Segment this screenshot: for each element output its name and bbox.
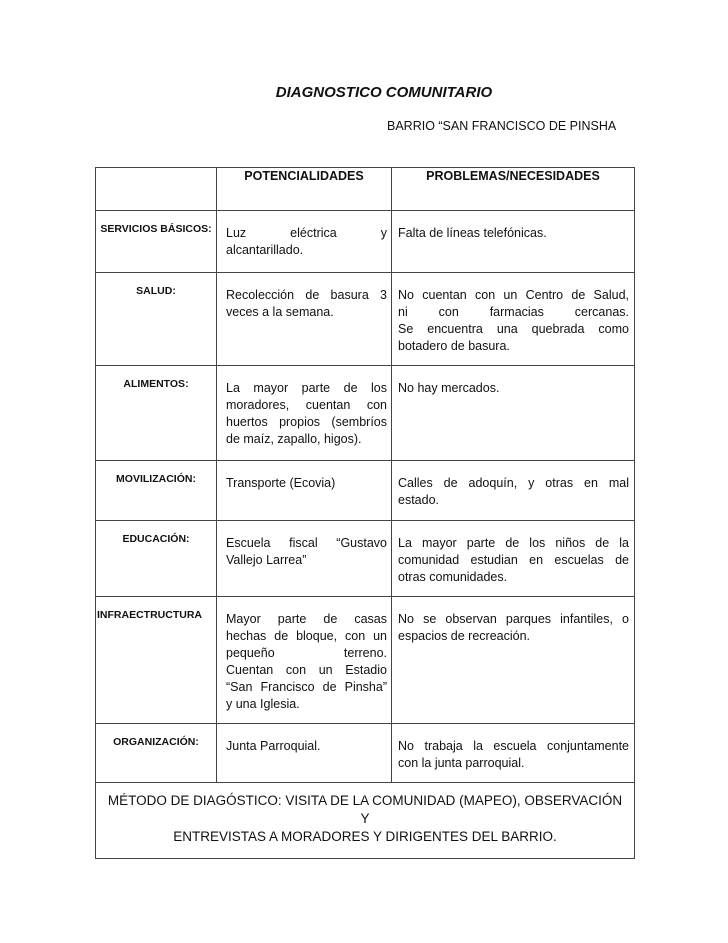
cell-text-line: espacios de recreación. xyxy=(398,629,531,643)
header-cell-empty xyxy=(96,168,217,211)
cell-text-line: botadero de basura. xyxy=(398,339,510,353)
header-cell-potencialidades: POTENCIALIDADES xyxy=(217,168,392,211)
cell-text-line: Transporte (Ecovia) xyxy=(226,476,336,490)
cell-text-line: Mayor parte de casas xyxy=(226,612,387,626)
problema-cell xyxy=(392,597,635,724)
cell-text-line: alcantarillado. xyxy=(226,243,304,257)
problema-cell xyxy=(392,461,635,521)
page-title: DIAGNOSTICO COMUNITARIO xyxy=(275,84,493,101)
cell-text-line: Escuela fiscal “Gustavo xyxy=(226,536,387,550)
table-row xyxy=(96,366,635,461)
cell-text-line: Junta Parroquial. xyxy=(226,739,321,753)
problema-cell xyxy=(392,521,635,597)
method-footer xyxy=(96,783,635,859)
cell-text-line: No trabaja la escuela conjuntamente xyxy=(398,739,629,753)
cell-text-line: otras comunidades. xyxy=(398,570,508,584)
table-row xyxy=(96,521,635,597)
method-footer-line: ENTREVISTAS A MORADORES Y DIRIGENTES DEL BARRIO. xyxy=(173,829,557,845)
method-footer-line: MÉTODO DE DIAGÓSTICO: VISITA DE LA COMUNIDAD (MAPEO), OBSERVACIÓN Y xyxy=(107,793,623,827)
row-category: INFRAECTRUCTURA xyxy=(96,597,217,724)
cell-text-line: con la junta parroquial. xyxy=(398,756,525,770)
table-row xyxy=(96,273,635,366)
problema-cell xyxy=(392,273,635,366)
problema-cell xyxy=(392,724,635,783)
row-category: EDUCACIÓN: xyxy=(96,521,217,597)
cell-text-line: huertos propios (sembríos xyxy=(226,415,387,429)
table-row xyxy=(96,597,635,724)
cell-text-line: No hay mercados. xyxy=(398,381,500,395)
potencialidad-cell xyxy=(217,597,392,724)
potencialidad-cell xyxy=(217,461,392,521)
cell-text-line: Falta de líneas telefónicas. xyxy=(398,226,547,240)
cell-text-line: ni con farmacias cercanas. xyxy=(398,305,629,319)
header-cell-problemas: PROBLEMAS/NECESIDADES xyxy=(392,168,635,211)
row-category: SALUD: xyxy=(96,273,217,366)
potencialidad-cell xyxy=(217,724,392,783)
cell-text-line: comunidad estudian en escuelas de xyxy=(398,553,629,567)
table-row xyxy=(96,724,635,783)
cell-text-line: La mayor parte de los xyxy=(226,381,387,395)
cell-text-line: hechas de bloque, con un xyxy=(226,629,387,643)
cell-text-line: No cuentan con un Centro de Salud, xyxy=(398,288,629,302)
cell-text-line: de maíz, zapallo, higos). xyxy=(226,432,362,446)
problema-cell xyxy=(392,366,635,461)
potencialidad-cell xyxy=(217,521,392,597)
problema-cell xyxy=(392,211,635,273)
page-subtitle: BARRIO “SAN FRANCISCO DE PINSHA xyxy=(387,119,617,133)
cell-text-line: Se encuentra una quebrada como xyxy=(398,322,629,336)
cell-text-line: Vallejo Larrea” xyxy=(226,553,307,567)
potencialidad-cell xyxy=(217,366,392,461)
table-row xyxy=(96,461,635,521)
cell-text-line: moradores, cuentan con xyxy=(226,398,387,412)
cell-text-line: Cuentan con un Estadio xyxy=(226,663,387,677)
potencialidad-cell xyxy=(217,273,392,366)
potencialidad-cell xyxy=(217,211,392,273)
cell-text-line: Calles de adoquín, y otras en mal xyxy=(398,476,629,490)
row-category: ORGANIZACIÓN: xyxy=(96,724,217,783)
cell-text-line: Recolección de basura 3 xyxy=(226,288,387,302)
row-category: MOVILIZACIÓN: xyxy=(96,461,217,521)
cell-text-line: La mayor parte de los niños de la xyxy=(398,536,629,550)
row-category: ALIMENTOS: xyxy=(96,366,217,461)
cell-text-line: estado. xyxy=(398,493,440,507)
cell-text-line: “San Francisco de Pinsha” xyxy=(226,680,387,694)
cell-text-line: pequeño terreno. xyxy=(226,646,387,660)
diagnostic-table xyxy=(95,167,635,859)
cell-text-line: veces a la semana. xyxy=(226,305,334,319)
table-row xyxy=(96,211,635,273)
cell-text-line: No se observan parques infantiles, o xyxy=(398,612,629,626)
row-category: SERVICIOS BÁSICOS: xyxy=(96,211,217,273)
table-header-row xyxy=(96,168,635,211)
cell-text-line: Luz eléctrica y xyxy=(226,226,387,240)
cell-text-line: y una Iglesia. xyxy=(226,697,300,711)
method-footer-row xyxy=(96,783,635,859)
